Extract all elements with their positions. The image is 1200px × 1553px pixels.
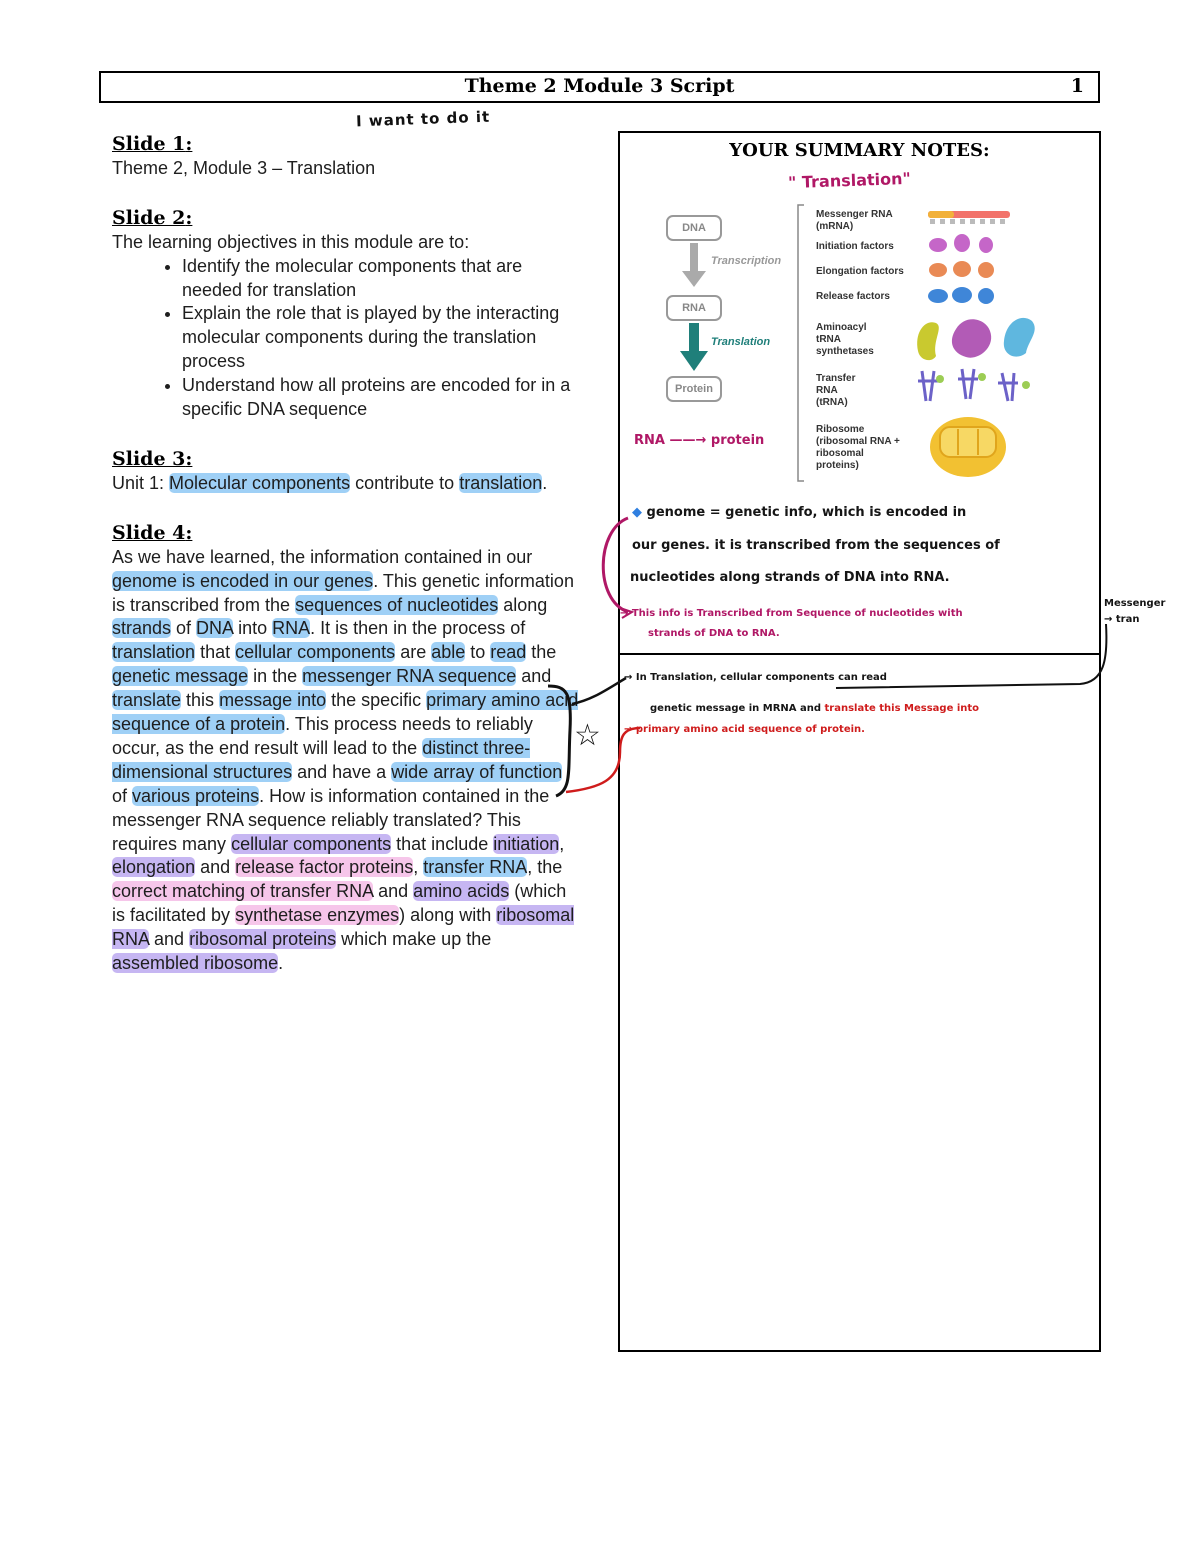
slide-4-heading: Slide 4: xyxy=(112,521,193,544)
slide-1-heading: Slide 1: xyxy=(112,133,193,155)
initiation-factors-label: Initiation factors xyxy=(816,241,894,252)
handwritten-note-line: → This info is Transcribed from Sequence of nucleotides with xyxy=(620,608,963,619)
page-number: 1 xyxy=(1070,75,1084,97)
handwritten-rna-protein: RNA ——→ protein xyxy=(634,433,765,448)
slide-4-paragraph: As we have learned, the information contained in our genome is encoded in our genes. This genetic information is transcribed from the sequences of nucleotides along strands of DNA into RNA. It is then in the process of translation that cellular components are able to read the genetic message in the messenger RNA sequence and translate this message into the specific primary amino acid sequence of a protein. This process needs to reliably occur, as the end result will lead to the distinct three-dimensional structures and have a wide array of function of various proteins. How is information contained in the messenger RNA sequence reliably translated? This requires many cellular components that include initiation, elongation and release factor proteins, transfer RNA, the correct matching of transfer RNA and amino acids (which is facilitated by synthetase enzymes) along with ribosomal RNA and ribosomal proteins which make up the assembled ribosome. xyxy=(112,546,579,974)
slide-1-text: Theme 2, Module 3 – Translation xyxy=(112,157,376,178)
handwritten-translation-note: genetic message in MRNA and translate this Message into xyxy=(650,703,980,714)
mrna-label: Messenger RNA (mRNA) xyxy=(816,209,893,232)
objective-item: • Understand how all proteins are encoded for in a specific DNA sequence xyxy=(182,374,582,422)
objective-item: • Explain the role that is played by the interacting molecular components during the translation process xyxy=(182,302,582,374)
slide-3-heading: Slide 3: xyxy=(112,447,193,470)
handwritten-note-line: our genes. it is transcribed from the sequences of xyxy=(632,538,1000,553)
release-factors-label: Release factors xyxy=(816,291,890,302)
ribosome-label: Ribosome (ribosomal RNA + ribosomal proteins) xyxy=(816,424,900,471)
slide-3-text: Unit 1: Molecular components contribute to translation. xyxy=(112,472,548,493)
pink-bracket-stroke xyxy=(603,518,628,612)
handwritten-top-note: I want to do it xyxy=(355,107,491,131)
handwritten-note-line: ◆ genome = genetic info, which is encoded in xyxy=(632,505,967,520)
summary-title: YOUR SUMMARY NOTES: xyxy=(729,140,990,161)
handwritten-translation-title: " Translation" xyxy=(787,168,912,193)
elongation-factors-label: Elongation factors xyxy=(816,266,904,277)
protein-box: Protein xyxy=(666,376,722,402)
side-connector-stroke xyxy=(836,624,1106,688)
red-connector-stroke xyxy=(566,728,640,792)
handwritten-note-line: nucleotides along strands of DNA into RNA. xyxy=(630,570,950,585)
handwritten-translation-note: → primary amino acid sequence of protein. xyxy=(624,724,865,735)
handwritten-side-note: → tran xyxy=(1104,614,1140,625)
star-icon: ☆ xyxy=(574,718,601,753)
trna-label: Transfer RNA (tRNA) xyxy=(816,373,856,408)
rna-box: RNA xyxy=(666,295,722,321)
handwritten-note-line: strands of DNA to RNA. xyxy=(648,628,780,639)
black-brace-stroke xyxy=(548,686,570,796)
handwritten-translation-note: → In Translation, cellular components can read xyxy=(624,672,887,683)
slide-2-heading: Slide 2: xyxy=(112,206,193,229)
synthetases-label: Aminoacyl tRNA synthetases xyxy=(816,322,874,357)
page-title: Theme 2 Module 3 Script xyxy=(464,75,735,97)
slide-2-intro: The learning objectives in this module are to: xyxy=(112,231,470,252)
transcription-label: Transcription xyxy=(711,255,782,267)
objective-item: • Identify the molecular components that are needed for translation xyxy=(182,255,582,303)
translation-label: Translation xyxy=(711,336,771,348)
handwritten-side-note: Messenger xyxy=(1104,598,1166,609)
dna-box: DNA xyxy=(666,215,722,241)
